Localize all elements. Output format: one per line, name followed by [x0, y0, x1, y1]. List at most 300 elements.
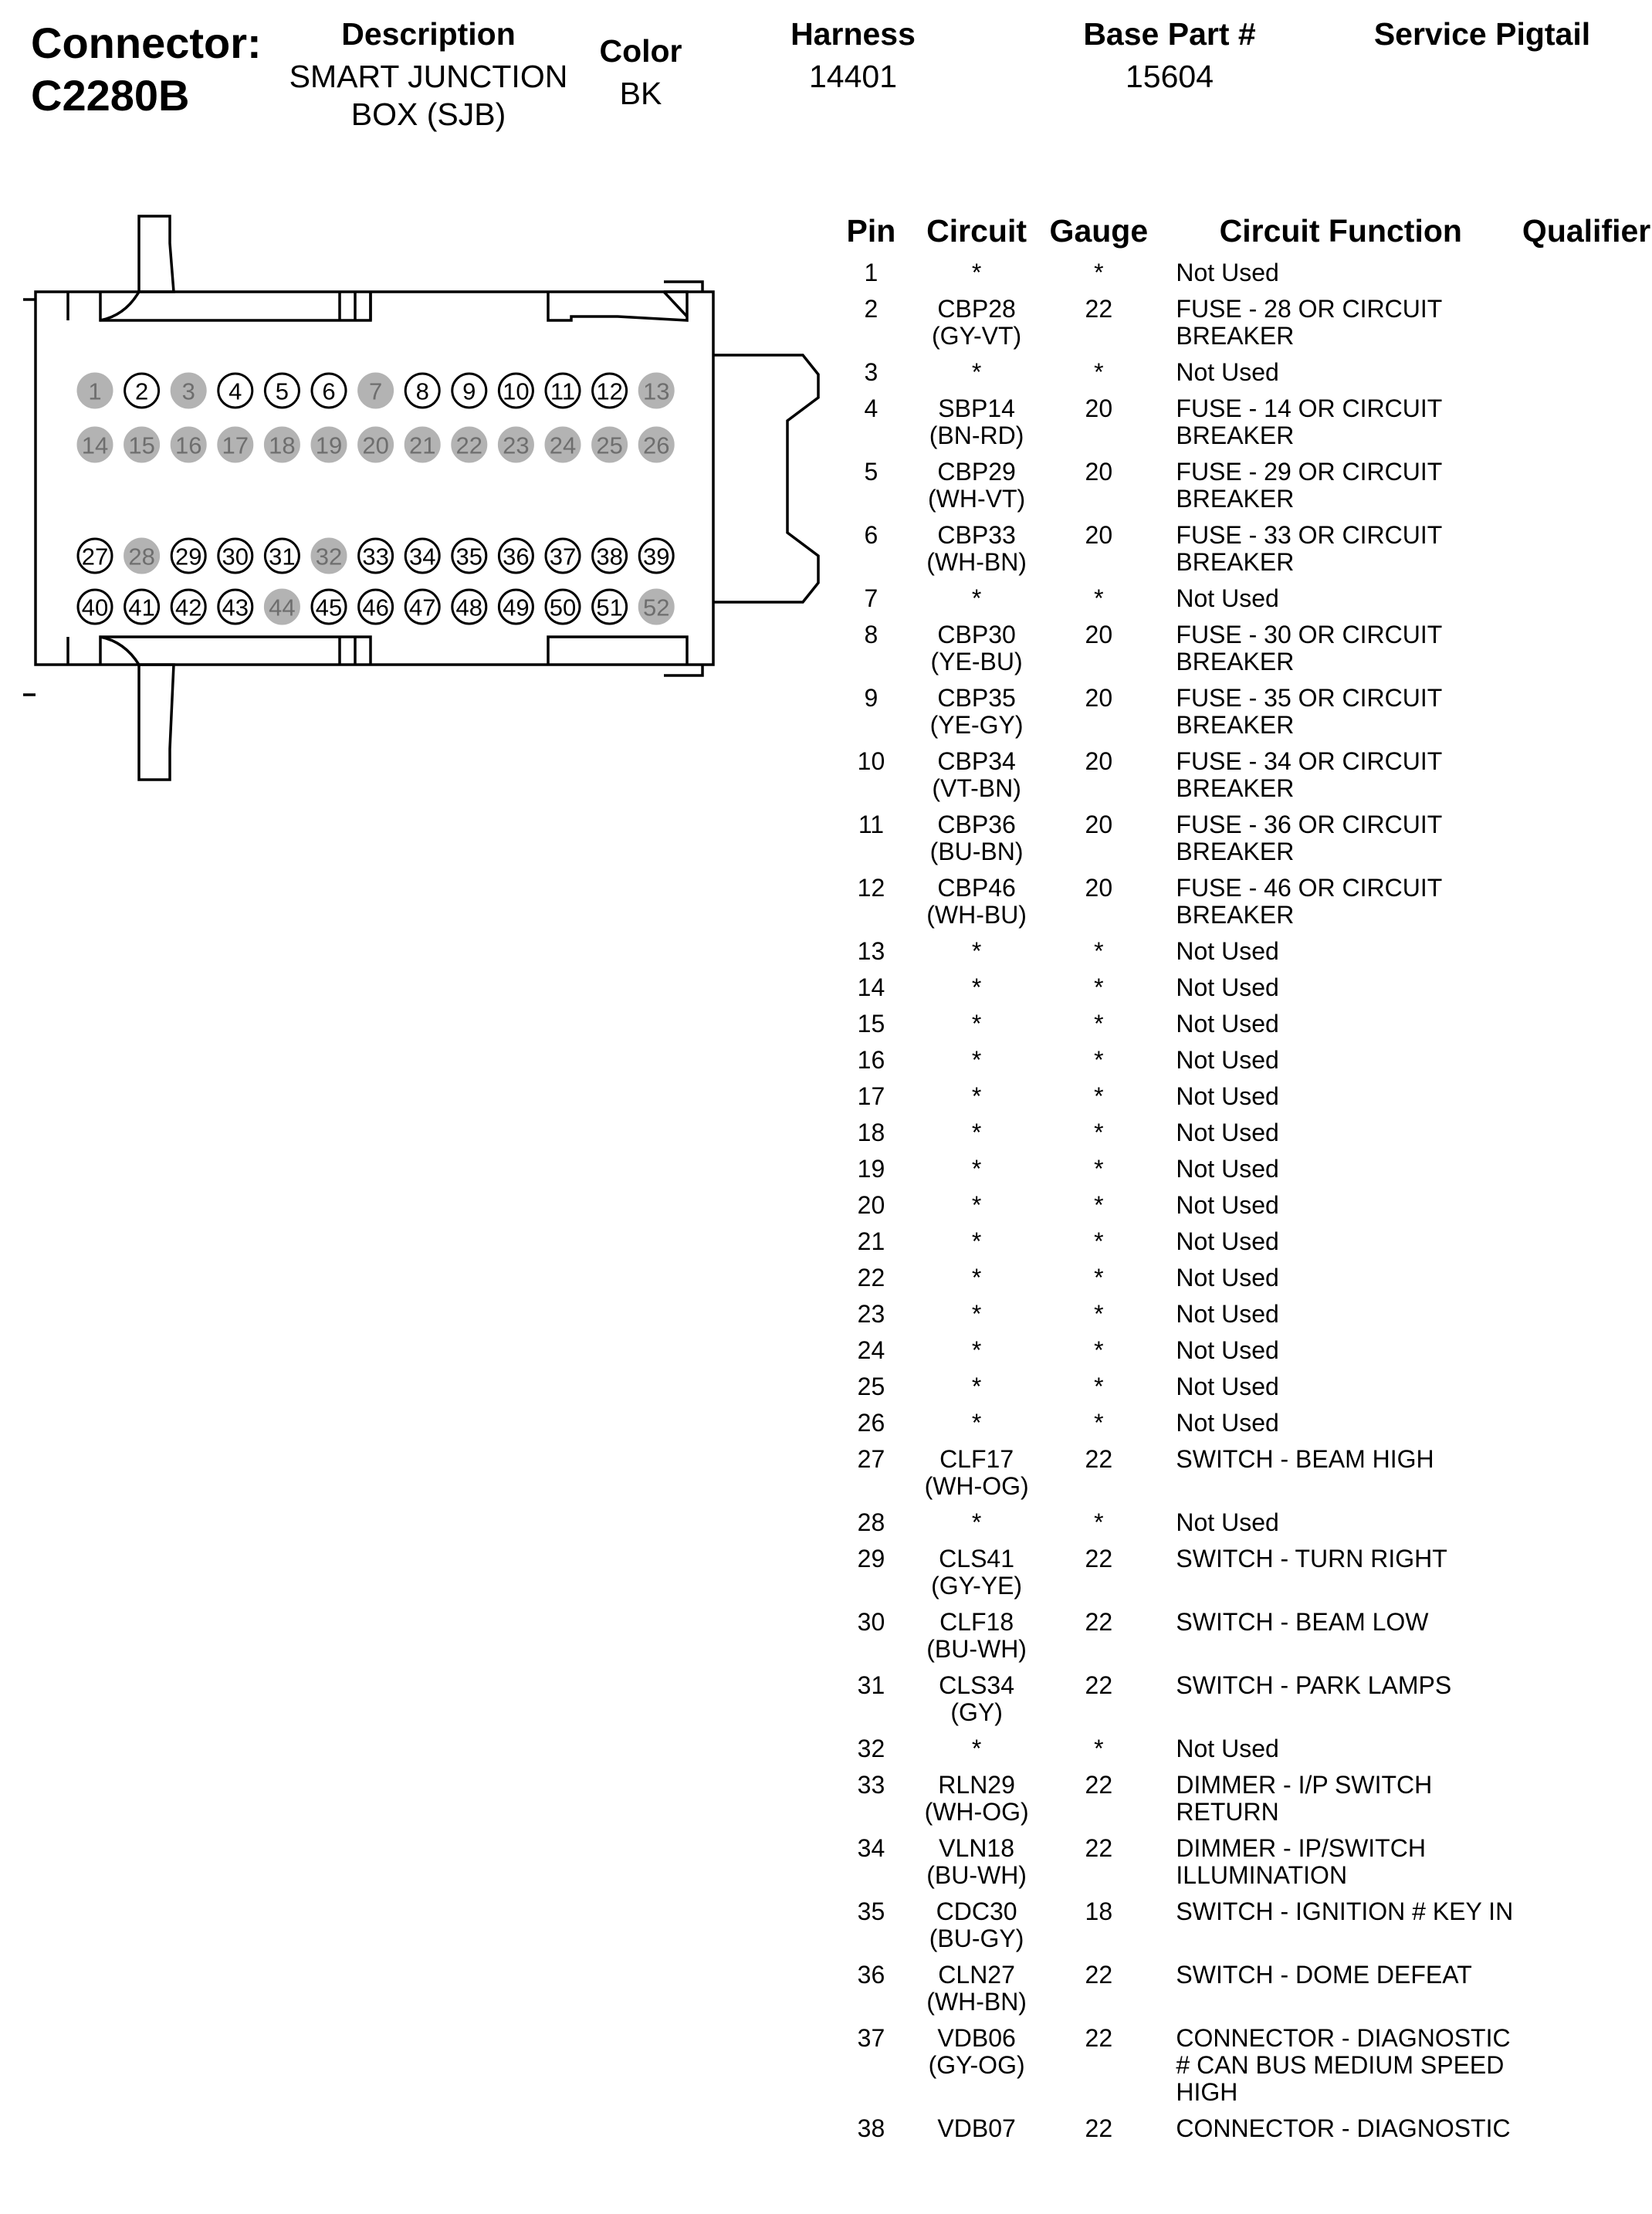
pin-number: 24: [857, 1336, 885, 1364]
pin-grid: [78, 374, 673, 624]
circuit-function: Not Used: [1176, 1373, 1279, 1400]
circuit-function: Not Used: [1176, 1082, 1279, 1110]
function-cell: [1160, 1830, 1521, 1894]
bottom-latch-arm: [139, 665, 174, 780]
gauge-cell: [1037, 1604, 1160, 1667]
circuit-cell: [916, 1441, 1037, 1505]
gauge-cell: [1037, 581, 1160, 617]
qualifier-cell: [1521, 1369, 1652, 1405]
circuit-code: *: [971, 1227, 982, 1255]
wire-gauge: 20: [1085, 747, 1113, 775]
pin-number: 15: [857, 1010, 885, 1038]
description-line2: BOX (SJB): [350, 96, 506, 133]
pin-26-label: 26: [642, 432, 670, 459]
pin-number: 17: [857, 1082, 885, 1110]
pin-24-label: 24: [549, 432, 577, 459]
circuit-code: *: [971, 1735, 982, 1762]
wire-color: (BU-BN): [929, 838, 1024, 865]
pin-number: 13: [857, 937, 885, 965]
wire-gauge: *: [1094, 1227, 1104, 1255]
right-cap-top: [664, 282, 702, 292]
function-cell: [1160, 680, 1521, 743]
pin-34-label: 34: [408, 543, 436, 570]
wire-gauge: 22: [1085, 1445, 1113, 1473]
pin-cell: [826, 680, 916, 743]
circuit-cell: [916, 1369, 1037, 1405]
wire-color: (BN-RD): [929, 421, 1024, 449]
pin-number: 28: [857, 1508, 885, 1536]
qualifier-cell: [1521, 1115, 1652, 1151]
circuit-code: VDB07: [937, 2114, 1016, 2142]
harness-value: 14401: [808, 59, 897, 95]
pin-number: 19: [857, 1155, 885, 1183]
circuit-function: FUSE - 29 OR CIRCUIT BREAKER: [1176, 458, 1442, 513]
qualifier-cell: [1521, 1767, 1652, 1830]
gauge-cell: [1037, 1224, 1160, 1260]
circuit-code: *: [971, 259, 982, 286]
qualifier-cell: [1521, 2020, 1652, 2111]
qualifier-cell: [1521, 454, 1652, 517]
pin-cell: [826, 454, 916, 517]
qualifier-cell: [1521, 581, 1652, 617]
pin-cell: [826, 1224, 916, 1260]
circuit-cell: [916, 870, 1037, 933]
circuit-function: Not Used: [1176, 1010, 1279, 1038]
gauge-cell: [1037, 1006, 1160, 1042]
pin-number: 21: [857, 1227, 885, 1255]
circuit-cell: [916, 617, 1037, 680]
wire-color: (GY-YE): [931, 1572, 1023, 1600]
pin-17-label: 17: [222, 432, 249, 459]
wire-color: (WH-OG): [924, 1798, 1029, 1826]
pin-cell: [826, 1667, 916, 1731]
gauge-cell: [1037, 1078, 1160, 1115]
qualifier-cell: [1521, 1078, 1652, 1115]
table-row: [826, 2111, 1652, 2147]
pin-cell: [826, 581, 916, 617]
pin-2-label: 2: [134, 377, 149, 405]
circuit-cell: [916, 1078, 1037, 1115]
circuit-code: VLN18: [939, 1834, 1015, 1862]
circuit-cell: [916, 2020, 1037, 2111]
function-cell: [1160, 581, 1521, 617]
circuit-function: SWITCH - IGNITION # KEY IN: [1176, 1897, 1514, 1925]
qualifier-column-header: Qualifier: [1522, 212, 1651, 249]
wire-gauge: 20: [1085, 684, 1113, 712]
circuit-function: SWITCH - BEAM LOW: [1176, 1608, 1429, 1636]
pin-number: 36: [857, 1961, 885, 1989]
gauge-cell: [1037, 517, 1160, 581]
pin-11-label: 11: [550, 377, 576, 405]
circuit-function: DIMMER - I/P SWITCH RETURN: [1176, 1771, 1433, 1826]
qualifier-cell: [1521, 1830, 1652, 1894]
pin-35-label: 35: [455, 543, 483, 570]
wire-color: (YE-GY): [929, 711, 1024, 739]
qualifier-cell: [1521, 1731, 1652, 1767]
circuit-function: FUSE - 28 OR CIRCUIT BREAKER: [1176, 295, 1442, 350]
gauge-cell: [1037, 354, 1160, 391]
pin-cell: [826, 1505, 916, 1541]
circuit-function: FUSE - 30 OR CIRCUIT BREAKER: [1176, 621, 1442, 675]
pin-38-label: 38: [596, 543, 623, 570]
function-cell: [1160, 1260, 1521, 1296]
harness-label: Harness: [790, 16, 916, 52]
pin-cell: [826, 1541, 916, 1604]
qualifier-cell: [1521, 1151, 1652, 1187]
qualifier-cell: [1521, 1006, 1652, 1042]
pin-number: 35: [857, 1897, 885, 1925]
circuit-code: *: [971, 1336, 982, 1364]
table-row: [826, 255, 1652, 291]
wire-gauge: 20: [1085, 394, 1113, 422]
pin-46-label: 46: [362, 594, 389, 621]
wire-color: (BU-GY): [929, 1925, 1024, 1952]
qualifier-cell: [1521, 255, 1652, 291]
function-cell: [1160, 1767, 1521, 1830]
connector-label: Connector:: [31, 19, 262, 67]
pin-cell: [826, 617, 916, 680]
circuit-cell: [916, 1260, 1037, 1296]
gauge-cell: [1037, 1332, 1160, 1369]
pin-number: 20: [857, 1191, 885, 1219]
function-cell: [1160, 2020, 1521, 2111]
circuit-cell: [916, 970, 1037, 1006]
circuit-code: *: [971, 1264, 982, 1292]
function-cell: [1160, 807, 1521, 870]
table-row: [826, 1224, 1652, 1260]
circuit-function: FUSE - 35 OR CIRCUIT BREAKER: [1176, 684, 1442, 739]
table-row: [826, 1369, 1652, 1405]
gauge-cell: [1037, 1767, 1160, 1830]
table-row: [826, 391, 1652, 454]
circuit-cell: [916, 1894, 1037, 1957]
pin-cell: [826, 2020, 916, 2111]
circuit-function: Not Used: [1176, 1264, 1279, 1292]
wire-gauge: 20: [1085, 874, 1113, 902]
pin-number: 30: [857, 1608, 885, 1636]
pin-number: 25: [857, 1373, 885, 1400]
pin-number: 4: [864, 394, 878, 422]
description-line1: SMART JUNCTION: [289, 59, 568, 95]
circuit-function: SWITCH - DOME DEFEAT: [1176, 1961, 1472, 1989]
gauge-cell: [1037, 1667, 1160, 1731]
pin-cell: [826, 1441, 916, 1505]
function-cell: [1160, 1667, 1521, 1731]
qualifier-cell: [1521, 391, 1652, 454]
wire-gauge: 22: [1085, 2114, 1113, 2142]
circuit-cell: [916, 454, 1037, 517]
pin-44-label: 44: [269, 594, 296, 621]
circuit-code: RLN29: [938, 1771, 1015, 1799]
pin-cell: [826, 1731, 916, 1767]
circuit-cell: [916, 1604, 1037, 1667]
circuit-cell: [916, 291, 1037, 354]
pin-number: 37: [857, 2024, 885, 2052]
circuit-code: CBP46: [937, 874, 1016, 902]
qualifier-cell: [1521, 1224, 1652, 1260]
pin-12-label: 12: [596, 377, 623, 405]
wire-gauge: 22: [1085, 295, 1113, 323]
gauge-cell: [1037, 1405, 1160, 1441]
table-row: [826, 933, 1652, 970]
table-row: [826, 1604, 1652, 1667]
wire-gauge: *: [1094, 1010, 1104, 1038]
circuit-cell: [916, 391, 1037, 454]
gauge-cell: [1037, 870, 1160, 933]
circuit-cell: [916, 1115, 1037, 1151]
bottom-right-notch: [548, 637, 687, 665]
pin-22-label: 22: [455, 432, 483, 459]
gauge-cell: [1037, 1369, 1160, 1405]
gauge-cell: [1037, 2020, 1160, 2111]
pin-number: 16: [857, 1046, 885, 1074]
function-cell: [1160, 1405, 1521, 1441]
pin-30-label: 30: [222, 543, 249, 570]
table-row: [826, 291, 1652, 354]
pin-20-label: 20: [362, 432, 389, 459]
pin-cell: [826, 1006, 916, 1042]
qualifier-cell: [1521, 354, 1652, 391]
gauge-cell: [1037, 1042, 1160, 1078]
pin-29-label: 29: [174, 543, 202, 570]
circuit-code: *: [971, 1082, 982, 1110]
wire-gauge: *: [1094, 1191, 1104, 1219]
circuit-code: VDB06: [937, 2024, 1016, 2052]
circuit-function: CONNECTOR - DIAGNOSTIC # CAN BUS MEDIUM SPEED HIGH: [1176, 2024, 1511, 2106]
gauge-cell: [1037, 1957, 1160, 2020]
table-row: [826, 1332, 1652, 1369]
pin-49-label: 49: [503, 594, 530, 621]
pin-number: 10: [857, 747, 885, 775]
circuit-code: *: [971, 584, 982, 612]
pin-number: 38: [857, 2114, 885, 2142]
circuit-code: *: [971, 973, 982, 1001]
qualifier-cell: [1521, 1187, 1652, 1224]
table-row: [826, 1541, 1652, 1604]
pin-50-label: 50: [549, 594, 577, 621]
wire-gauge: *: [1094, 259, 1104, 286]
pin-number: 12: [857, 874, 885, 902]
pin-number: 14: [857, 973, 885, 1001]
pin-7-label: 7: [368, 377, 383, 405]
pin-27-label: 27: [81, 543, 109, 570]
circuit-code: *: [971, 1409, 982, 1437]
pin-6-label: 6: [322, 377, 336, 405]
function-cell: [1160, 1604, 1521, 1667]
pin-3-label: 3: [181, 377, 195, 405]
circuit-cell: [916, 1541, 1037, 1604]
function-cell: [1160, 1505, 1521, 1541]
circuit-cell: [916, 1405, 1037, 1441]
circuit-function: SWITCH - TURN RIGHT: [1176, 1545, 1447, 1572]
table-row: [826, 581, 1652, 617]
wire-gauge: 22: [1085, 1771, 1113, 1799]
pin-cell: [826, 1151, 916, 1187]
pin-9-label: 9: [462, 377, 476, 405]
function-cell: [1160, 2111, 1521, 2147]
function-cell: [1160, 1078, 1521, 1115]
wire-gauge: 20: [1085, 811, 1113, 838]
circuit-code: *: [971, 358, 982, 386]
wire-gauge: *: [1094, 584, 1104, 612]
function-column-header: Circuit Function: [1219, 212, 1462, 249]
gauge-cell: [1037, 1541, 1160, 1604]
pin-10-label: 10: [503, 377, 530, 405]
circuit-cell: [916, 1224, 1037, 1260]
qualifier-cell: [1521, 933, 1652, 970]
circuit-code: CBP28: [937, 295, 1016, 323]
circuit-cell: [916, 807, 1037, 870]
pin-cell: [826, 1115, 916, 1151]
circuit-cell: [916, 354, 1037, 391]
gauge-cell: [1037, 1187, 1160, 1224]
wire-gauge: *: [1094, 1155, 1104, 1183]
bottom-latch-frame: [100, 637, 371, 665]
circuit-function: FUSE - 34 OR CIRCUIT BREAKER: [1176, 747, 1442, 802]
gauge-cell: [1037, 743, 1160, 807]
pin-19-label: 19: [315, 432, 343, 459]
circuit-cell: [916, 1957, 1037, 2020]
pin-cell: [826, 1187, 916, 1224]
qualifier-cell: [1521, 617, 1652, 680]
table-row: [826, 1731, 1652, 1767]
pin-number: 29: [857, 1545, 885, 1572]
function-cell: [1160, 1332, 1521, 1369]
function-cell: [1160, 870, 1521, 933]
table-row: [826, 1151, 1652, 1187]
wire-color: (GY-OG): [928, 2051, 1025, 2079]
circuit-code: *: [971, 1010, 982, 1038]
table-row: [826, 2020, 1652, 2111]
pin-cell: [826, 933, 916, 970]
table-row: [826, 1405, 1652, 1441]
qualifier-cell: [1521, 807, 1652, 870]
circuit-code: CBP30: [937, 621, 1016, 648]
circuit-function: Not Used: [1176, 1046, 1279, 1074]
circuit-code: *: [971, 1508, 982, 1536]
pin-number: 31: [857, 1671, 885, 1699]
pin-cell: [826, 1957, 916, 2020]
circuit-function: Not Used: [1176, 584, 1279, 612]
qualifier-cell: [1521, 2111, 1652, 2147]
connector-diagram: [23, 208, 826, 795]
function-cell: [1160, 1296, 1521, 1332]
pin-number: 6: [864, 521, 878, 549]
function-cell: [1160, 1957, 1521, 2020]
circuit-code: CBP34: [937, 747, 1016, 775]
qualifier-cell: [1521, 743, 1652, 807]
pin-number: 34: [857, 1834, 885, 1862]
pin-cell: [826, 1296, 916, 1332]
wire-gauge: *: [1094, 1373, 1104, 1400]
circuit-code: *: [971, 1191, 982, 1219]
function-cell: [1160, 1115, 1521, 1151]
pin-15-label: 15: [128, 432, 155, 459]
circuit-code: CBP35: [937, 684, 1016, 712]
wire-color: (BU-WH): [926, 1635, 1027, 1663]
pin-21-label: 21: [408, 432, 436, 459]
qualifier-cell: [1521, 1541, 1652, 1604]
wire-color: (WH-BN): [926, 1988, 1027, 2016]
qualifier-cell: [1521, 291, 1652, 354]
wire-gauge: 22: [1085, 1961, 1113, 1989]
wire-color: (GY): [950, 1698, 1003, 1726]
pin-cell: [826, 970, 916, 1006]
pin-cell: [826, 517, 916, 581]
circuit-function: Not Used: [1176, 1155, 1279, 1183]
function-cell: [1160, 1369, 1521, 1405]
pin-number: 11: [858, 811, 885, 838]
pin-13-label: 13: [642, 377, 670, 405]
color-value: BK: [619, 76, 662, 112]
harness-block: [757, 15, 950, 96]
function-cell: [1160, 454, 1521, 517]
table-row: [826, 617, 1652, 680]
pin-4-label: 4: [229, 377, 242, 405]
circuit-code: *: [971, 1300, 982, 1328]
connector-housing-outline: [23, 216, 818, 780]
circuit-function: Not Used: [1176, 358, 1279, 386]
circuit-function: FUSE - 36 OR CIRCUIT BREAKER: [1176, 811, 1442, 865]
wire-color: (WH-BU): [926, 901, 1027, 929]
qualifier-cell: [1521, 1332, 1652, 1369]
qualifier-cell: [1521, 1505, 1652, 1541]
wire-gauge: *: [1094, 1735, 1104, 1762]
table-row: [826, 1767, 1652, 1830]
function-cell: [1160, 1042, 1521, 1078]
circuit-cell: [916, 680, 1037, 743]
pin-47-label: 47: [408, 594, 436, 621]
pin-41-label: 41: [128, 594, 155, 621]
pin-cell: [826, 1894, 916, 1957]
pin-18-label: 18: [269, 432, 296, 459]
gauge-cell: [1037, 933, 1160, 970]
wire-color: (VT-BN): [932, 774, 1021, 802]
circuit-function: Not Used: [1176, 259, 1279, 286]
circuit-cell: [916, 517, 1037, 581]
pin-column-header: Pin: [846, 212, 896, 249]
pin-number: 2: [864, 295, 878, 323]
function-cell: [1160, 255, 1521, 291]
connector-title: [31, 17, 262, 122]
pin-32-label: 32: [315, 543, 343, 570]
qualifier-cell: [1521, 680, 1652, 743]
gauge-cell: [1037, 617, 1160, 680]
table-row: [826, 1260, 1652, 1296]
pin-number: 18: [857, 1119, 885, 1146]
function-cell: [1160, 933, 1521, 970]
table-row: [826, 517, 1652, 581]
wire-gauge: 20: [1085, 458, 1113, 486]
pin-table-body: [826, 255, 1652, 2147]
circuit-code: *: [971, 937, 982, 965]
pin-cell: [826, 1767, 916, 1830]
table-row: [826, 1115, 1652, 1151]
circuit-cell: [916, 1042, 1037, 1078]
function-cell: [1160, 1894, 1521, 1957]
circuit-code: CBP36: [937, 811, 1016, 838]
circuit-cell: [916, 1332, 1037, 1369]
function-cell: [1160, 1541, 1521, 1604]
gauge-cell: [1037, 680, 1160, 743]
circuit-code: CDC30: [936, 1897, 1017, 1925]
table-row: [826, 1296, 1652, 1332]
function-cell: [1160, 517, 1521, 581]
pin-42-label: 42: [174, 594, 202, 621]
pin-number: 33: [857, 1771, 885, 1799]
table-row: [826, 743, 1652, 807]
circuit-function: Not Used: [1176, 1119, 1279, 1146]
